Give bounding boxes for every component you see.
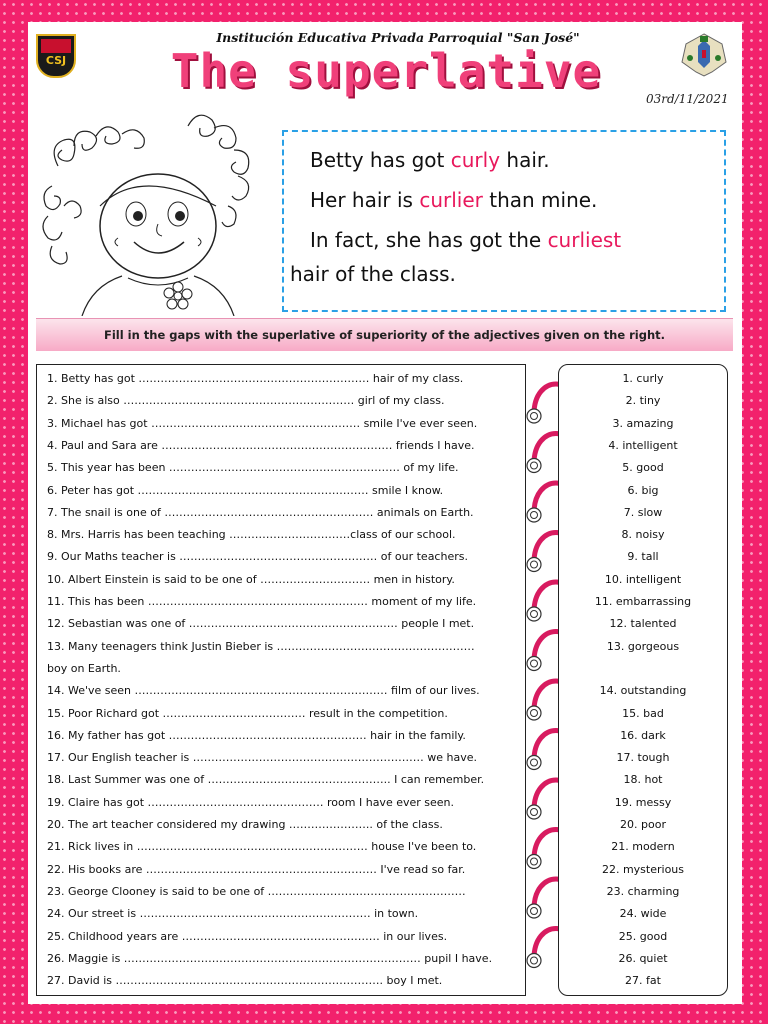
example-text: hair. bbox=[500, 148, 550, 172]
sentence-line: 13. Many teenagers think Justin Bieber is ……………………………………………… bbox=[47, 639, 475, 653]
instruction-text: Fill in the gaps with the superlative of superiority of the adjectives given on the right. bbox=[103, 328, 666, 342]
sentence-line: 15. Poor Richard got ………………………………… result in the competition. bbox=[47, 706, 448, 720]
example-line-4: hair of the class. bbox=[290, 262, 456, 286]
sentence-line: 26. Maggie is ……………………………………………………………………… pupil I have. bbox=[47, 951, 493, 965]
adjective-item: 10. intelligent bbox=[604, 572, 682, 586]
school-name: Institución Educativa Privada Parroquial "San José" bbox=[216, 30, 580, 45]
sentence-line: 12. Sebastian was one of ………………………………………………… people I met. bbox=[47, 617, 475, 631]
sentence-line: 19. Claire has got ………………………………………… room I have ever seen. bbox=[47, 795, 455, 809]
sentence-line: 20. The art teacher considered my drawing ………………….. of the class. bbox=[47, 818, 443, 831]
adjective-item: 25. good bbox=[618, 929, 668, 943]
example-highlight: curliest bbox=[547, 228, 622, 252]
adjective-item: 19. messy bbox=[614, 795, 672, 809]
adjective-item: 4. intelligent bbox=[608, 438, 678, 452]
adjective-item: 22. mysterious bbox=[601, 862, 685, 876]
coat-of-arms-icon bbox=[676, 32, 732, 78]
example-text: In fact, she has got the bbox=[310, 228, 548, 252]
example-text: than mine. bbox=[482, 188, 598, 212]
example-text: Betty has got bbox=[310, 148, 451, 172]
adjective-item: 23. charming bbox=[606, 884, 680, 898]
example-box bbox=[282, 130, 726, 312]
adjective-item: 17. tough bbox=[616, 751, 670, 765]
sentence-line: 24. Our street is ……………………………………………………… in town. bbox=[47, 907, 419, 921]
example-line-1 bbox=[310, 148, 550, 172]
logo-left-text: CSJ bbox=[45, 54, 67, 67]
sentence-line: 18. Last Summer was one of ………………………………………….. I can remember. bbox=[47, 773, 485, 787]
ring-hole bbox=[527, 657, 541, 671]
ring-hole bbox=[527, 904, 541, 918]
ring-hole bbox=[527, 607, 541, 621]
sentence-line: 10. Albert Einstein is said to be one of ………………………… men in history. bbox=[47, 572, 455, 586]
ring-hole bbox=[527, 409, 541, 423]
adjective-item: 15. bad bbox=[622, 706, 664, 720]
sentence-line: 6. Peter has got ……………………………………………………… smile I know. bbox=[47, 483, 444, 497]
adjective-item: 8. noisy bbox=[621, 528, 665, 542]
adjective-item: 18. hot bbox=[623, 773, 663, 787]
adjective-item: 21. modern bbox=[611, 840, 675, 854]
example-highlight: curly bbox=[450, 148, 501, 172]
adjective-item: 5. good bbox=[622, 461, 664, 475]
ring-hole bbox=[527, 508, 541, 522]
adjective-item: 3. amazing bbox=[612, 416, 674, 430]
sentence-line: 25. Childhood years are ……………………………………………… in our lives. bbox=[47, 929, 448, 943]
adjective-item: 11. embarrassing bbox=[594, 595, 692, 608]
instruction-bar bbox=[36, 318, 733, 351]
sentence-line: 3. Michael has got ………………………………………………… smile I've ever seen. bbox=[47, 416, 478, 430]
sentence-line: 16. My father has got ……………………………………………… hair in the family. bbox=[47, 728, 466, 742]
adjective-item: 12. talented bbox=[609, 617, 677, 631]
ring-hole bbox=[527, 855, 541, 869]
sentence-line: 8. Mrs. Harris has been teaching ……………………………class of our school. bbox=[47, 528, 456, 542]
adjective-item: 16. dark bbox=[620, 728, 666, 742]
sentence-line: 14. We've seen …………………………………………………………… film of our lives. bbox=[47, 684, 480, 698]
sentence-line: 5. This year has been ……………………………………………………… of my life. bbox=[47, 461, 459, 475]
adjective-item: 9. tall bbox=[627, 550, 659, 564]
sentence-line: 27. David is ………………………………………………………………. boy I met. bbox=[47, 974, 443, 988]
sentence-line: 23. George Clooney is said to be one of ……………………………………………… bbox=[47, 884, 466, 898]
adjective-item: 24. wide bbox=[619, 907, 667, 921]
ring-hole bbox=[527, 756, 541, 770]
adjective-item: 6. big bbox=[627, 483, 659, 497]
adjective-item: 27. fat bbox=[625, 974, 661, 988]
sentence-line: 2. She is also ……………………………………………………… girl of my class. bbox=[47, 394, 445, 408]
ring-hole bbox=[527, 954, 541, 968]
adjective-item: 13. gorgeous bbox=[606, 639, 680, 653]
page-title: The superlative bbox=[170, 44, 602, 98]
sentence-line: 9. Our Maths teacher is ……………………………………………… of our teachers. bbox=[47, 550, 468, 564]
sentence-line: 1. Betty has got ……………………………………………………… hair of my class. bbox=[47, 372, 464, 385]
adjective-item: 26. quiet bbox=[618, 951, 668, 965]
example-text: Her hair is bbox=[310, 188, 420, 212]
sentence-line: 22. His books are ……………………………………………………… I've read so far. bbox=[47, 862, 466, 876]
example-highlight: curlier bbox=[419, 188, 483, 212]
adjective-item: 7. slow bbox=[623, 505, 663, 519]
sentence-line: 21. Rick lives in ……………………………………………………… house I've been to. bbox=[47, 840, 477, 854]
example-line-2 bbox=[310, 188, 597, 212]
sentence-line: 7. The snail is one of ………………………………………………… animals on Earth. bbox=[47, 505, 474, 519]
ring-hole bbox=[527, 558, 541, 572]
adjective-item: 20. poor bbox=[620, 818, 666, 831]
ring-hole bbox=[527, 805, 541, 819]
example-line-3 bbox=[310, 228, 621, 252]
school-logo-left bbox=[36, 34, 76, 78]
ring-hole bbox=[527, 459, 541, 473]
sentences-box bbox=[36, 364, 526, 996]
adjective-item: 2. tiny bbox=[625, 394, 661, 408]
ring-hole bbox=[527, 706, 541, 720]
date-label: 03rd/11/2021 bbox=[646, 92, 729, 106]
curly-girl-illustration bbox=[38, 106, 278, 316]
adjective-item: 1. curly bbox=[622, 372, 664, 385]
worksheet-page bbox=[28, 22, 742, 1004]
sentence-line: 17. Our English teacher is ……………………………………………………… we have. bbox=[47, 751, 478, 765]
sentence-line: boy on Earth. bbox=[47, 661, 121, 675]
adjective-item: 14. outstanding bbox=[599, 684, 687, 698]
sentence-line: 4. Paul and Sara are ……………………………………………………… friends I have. bbox=[47, 438, 475, 452]
adjectives-box bbox=[558, 364, 728, 996]
sentence-line: 11. This has been …………………………………………………… moment of my life. bbox=[47, 595, 477, 608]
